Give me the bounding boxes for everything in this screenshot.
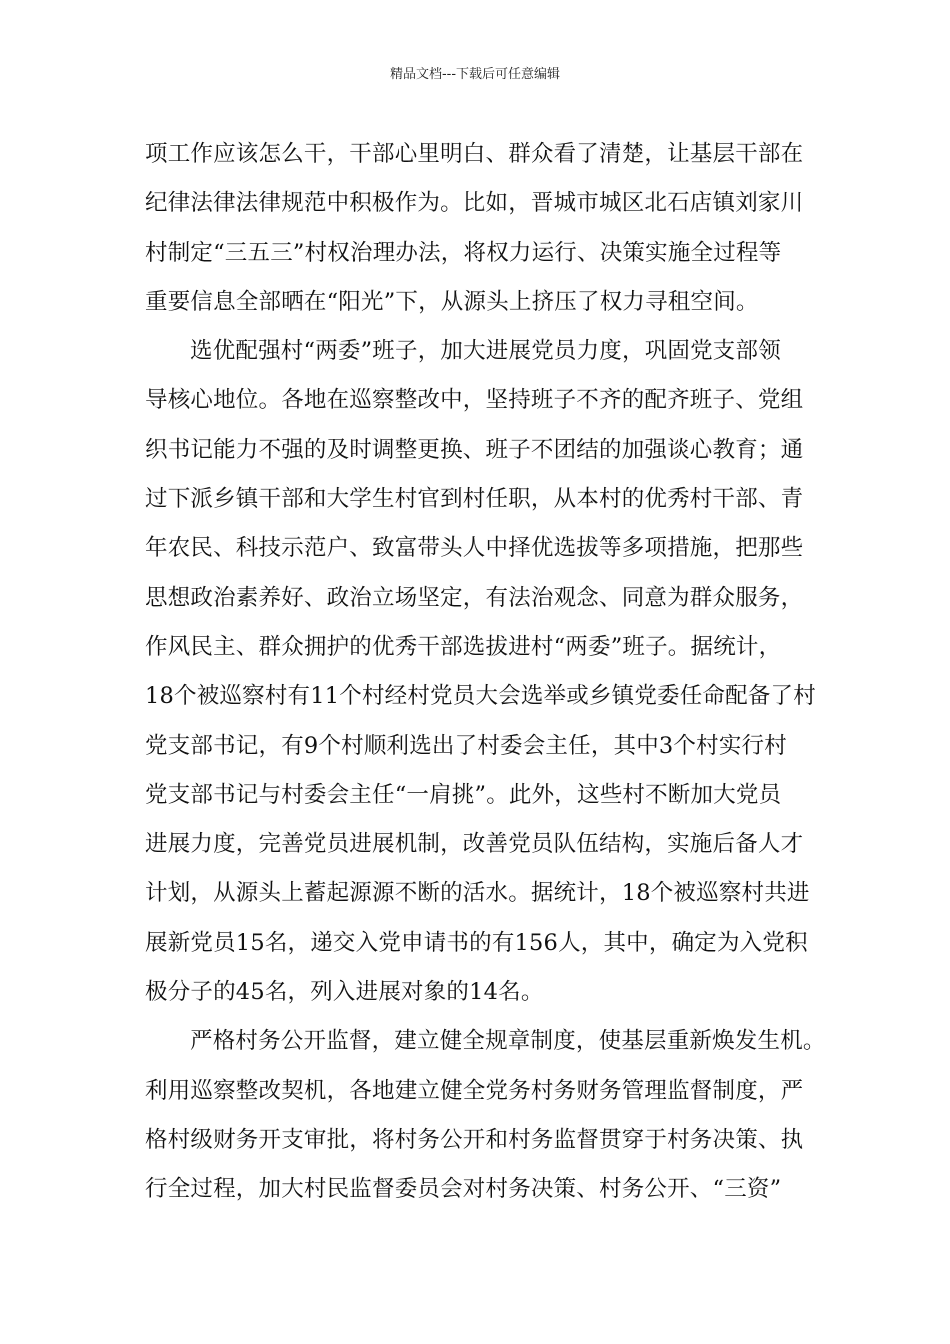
paragraph-first-line: 选优配强村“两委”班子，加大进展党员力度，巩固党支部领 — [190, 338, 781, 365]
text-line: 过下派乡镇干部和大学生村官到村任职，从本村的优秀村干部、青 — [145, 486, 804, 513]
paragraph-first-line: 严格村务公开监督，建立健全规章制度，使基层重新焕发生机。 — [190, 1028, 826, 1055]
text-line: 利用巡察整改契机，各地建立健全党务村务财务管理监督制度，严 — [145, 1077, 804, 1104]
text-line: 展新党员15名，递交入党申请书的有156人，其中，确定为入党积 — [145, 929, 808, 956]
text-line: 织书记能力不强的及时调整更换、班子不团结的加强谈心教育；通 — [145, 436, 804, 463]
text-line: 18个被巡察村有11个村经村党员大会选举或乡镇党委任命配备了村 — [145, 683, 816, 710]
document-body — [145, 130, 845, 1215]
text-line: 导核心地位。各地在巡察整改中，坚持班子不齐的配齐班子、党组 — [145, 387, 804, 414]
page-header: 精品文档---下载后可任意编辑 — [389, 67, 561, 82]
text-line: 行全过程，加大村民监督委员会对村务决策、村务公开、“三资” — [145, 1176, 782, 1203]
text-line: 格村级财务开支审批，将村务公开和村务监督贯穿于村务决策、执 — [145, 1126, 804, 1153]
text-line: 思想政治素养好、政治立场坚定，有法治观念、同意为群众服务， — [145, 584, 804, 611]
text-line: 极分子的45名，列入进展对象的14名。 — [145, 979, 544, 1006]
text-line: 年农民、科技示范户、致富带头人中择优选拔等多项措施，把那些 — [145, 535, 804, 562]
text-line: 作风民主、群众拥护的优秀干部选拔进村“两委”班子。据统计， — [145, 633, 782, 660]
text-line: 村制定“三五三”村权治理办法，将权力运行、决策实施全过程等 — [145, 239, 782, 266]
text-line: 项工作应该怎么干，干部心里明白、群众看了清楚，让基层干部在 — [145, 141, 804, 167]
text-line: 计划，从源头上蓄起源源不断的活水。据统计，18个被巡察村共进 — [145, 880, 810, 907]
text-line: 党支部书记，有9个村顺利选出了村委会主任，其中3个村实行村 — [145, 732, 787, 759]
text-line: 纪律法律法律规范中积极作为。比如，晋城市城区北石店镇刘家川 — [145, 190, 804, 217]
text-line: 党支部书记与村委会主任“一肩挑”。此外，这些村不断加大党员 — [145, 781, 782, 808]
text-line: 进展力度，完善党员进展机制，改善党员队伍结构，实施后备人才 — [145, 831, 804, 858]
text-line: 重要信息全部晒在“阳光”下，从源头上挤压了权力寻租空间。 — [145, 288, 759, 315]
